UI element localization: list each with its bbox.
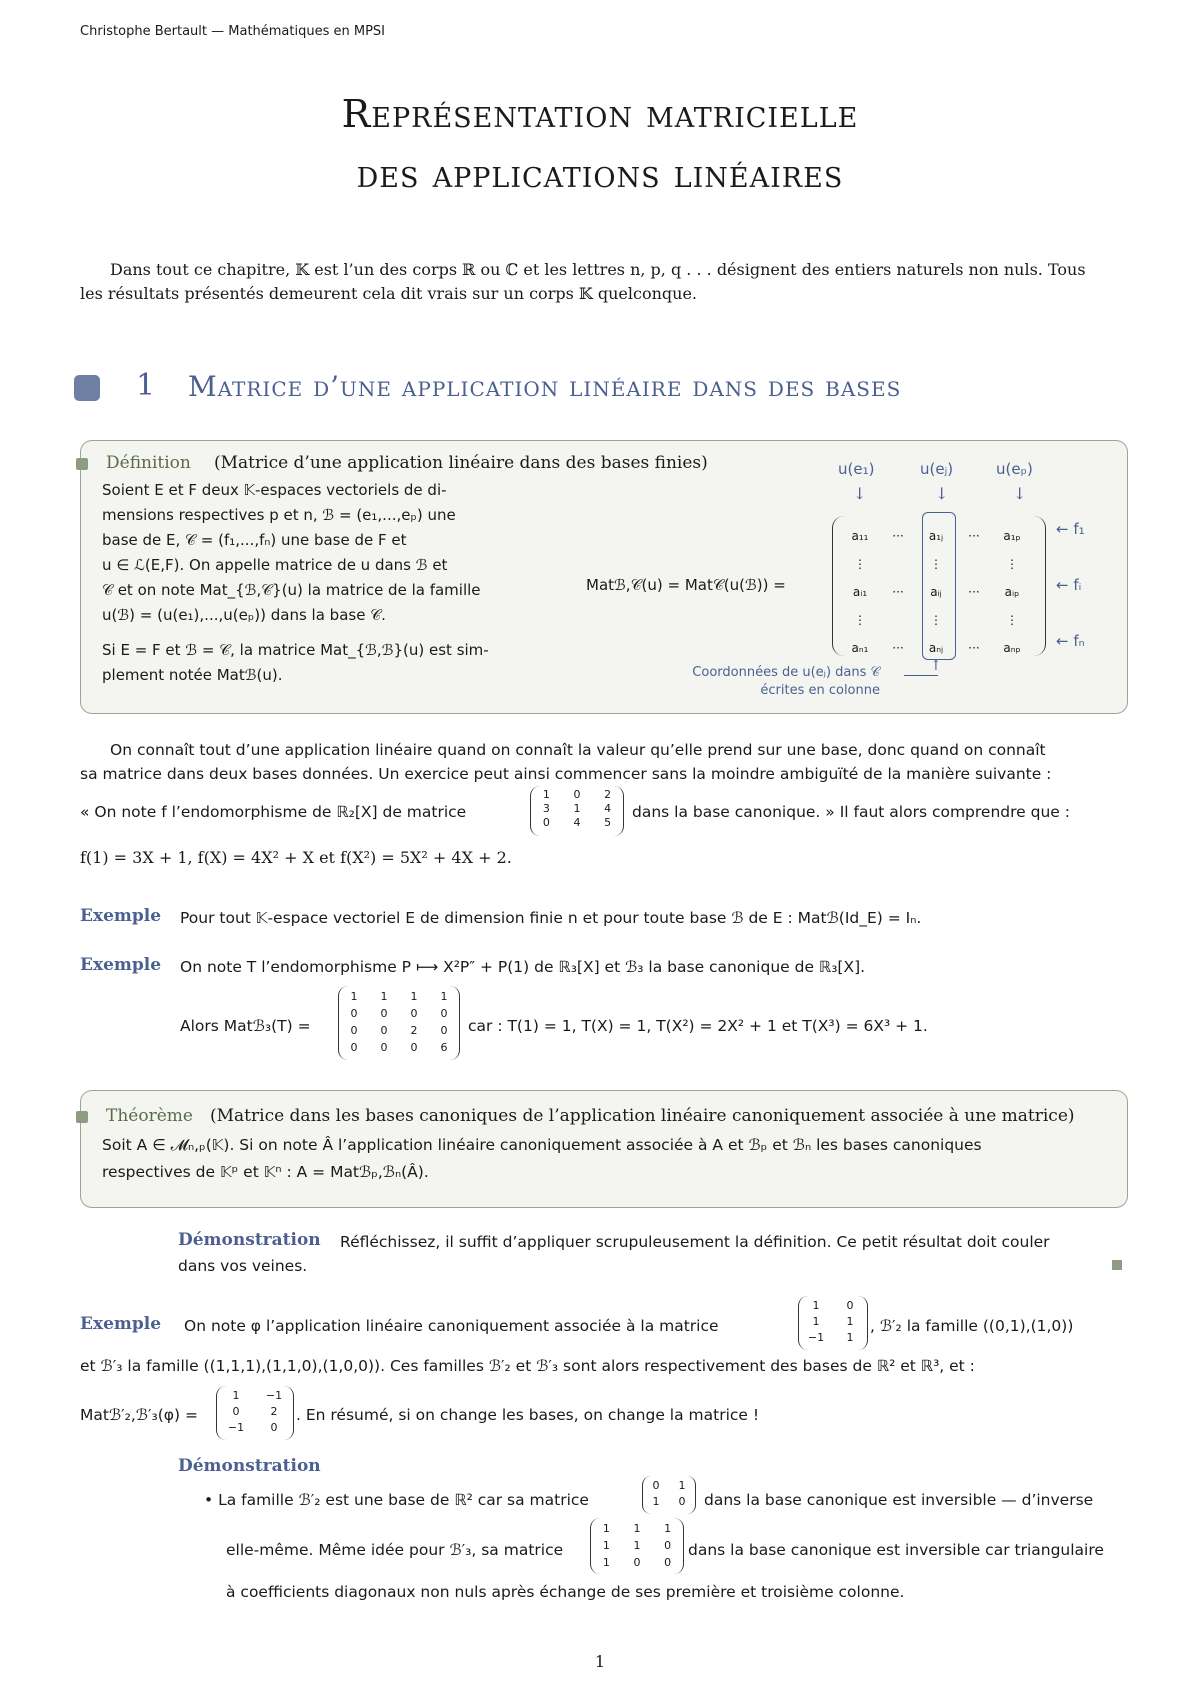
matrix-cell: 0 <box>664 1556 672 1569</box>
matrix-T <box>338 986 460 1060</box>
definition-marker <box>76 458 88 470</box>
matrix-cell: 1 <box>812 1299 820 1312</box>
matrix-cell: aₙⱼ <box>928 641 944 655</box>
matrix-cell: 1 <box>652 1495 660 1508</box>
example2-car: car : T(1) = 1, T(X) = 1, T(X²) = 2X² + 1 et T(X³) = 6X³ + 1. <box>468 1017 928 1035</box>
theorem-title: (Matrice dans les bases canoniques de l’application linéaire canoniquement associée à une matrice) <box>210 1106 1075 1126</box>
diagram-caption <box>660 664 880 700</box>
theorem-marker <box>76 1111 88 1123</box>
theorem-line-2: respectives de 𝕂ᵖ et 𝕂ⁿ : A = Matℬₚ,ℬₙ(Â). <box>102 1163 429 1181</box>
matrix-row <box>840 550 1036 578</box>
matrix-cell: a₁ₚ <box>1003 529 1021 543</box>
matrix-cell: 0 <box>350 1024 358 1037</box>
example2-alors: Alors Matℬ₃(T) = <box>180 1017 311 1035</box>
definition-line: Soient E et F deux 𝕂-espaces vectoriels de di- <box>102 481 447 499</box>
matrix-row <box>840 522 1036 550</box>
demo2-bullet-2a: elle-même. Même idée pour ℬ′₃, sa matrice <box>226 1541 564 1559</box>
matrix-cell: 1 <box>633 1522 641 1535</box>
para2-line-3b: dans la base canonique. » Il faut alors comprendre que : <box>632 803 1070 821</box>
intro-line-1: Dans tout ce chapitre, 𝕂 est l’un des corps ℝ ou ℂ et les lettres n, p, q . . . désignent des entiers naturels non nuls. Tous <box>110 260 1086 279</box>
matrix-row <box>840 578 1036 606</box>
definition-body <box>102 478 532 688</box>
matrix-cell: 2 <box>270 1405 278 1418</box>
matrix-f <box>530 786 624 836</box>
matrix-cell: a₁ⱼ <box>928 529 944 543</box>
definition-line: plement notée Matℬ(u). <box>102 666 283 684</box>
matrix-cell: 0 <box>678 1495 686 1508</box>
matrix-cell: 0 <box>350 1041 358 1054</box>
caption-connector <box>904 675 938 676</box>
matrix-cell: 4 <box>604 802 612 815</box>
matrix-cell: ··· <box>968 641 980 655</box>
matrix-cell: aᵢ₁ <box>852 585 868 599</box>
demo2-bullet-1b: dans la base canonique est inversible — d’inverse <box>704 1491 1094 1509</box>
row-head-n: ← fₙ <box>1056 632 1085 650</box>
example3-line-3b: . En résumé, si on change les bases, on change la matrice ! <box>296 1406 760 1424</box>
matrix-cell: 1 <box>350 990 358 1003</box>
matrix-cell: 0 <box>410 1007 418 1020</box>
definition-line: Si E = F et ℬ = 𝒞, la matrice Mat_{ℬ,ℬ}(u) est sim- <box>102 641 489 659</box>
matrix-cell: 1 <box>542 788 550 801</box>
definition-line: u(ℬ) = (u(e₁),...,u(eₚ)) dans la base 𝒞. <box>102 606 386 624</box>
matrix-cell: 1 <box>232 1389 240 1402</box>
matrix-cell: 0 <box>440 1007 448 1020</box>
matrix-cell: ⋮ <box>930 557 942 571</box>
arrow-down-icon: ↓ <box>935 484 949 503</box>
big-matrix-body <box>840 522 1036 662</box>
title-line-2: des applications linéaires <box>356 152 844 196</box>
matrix-cell: a₁₁ <box>851 529 869 543</box>
example3-line-3a: Matℬ′₂,ℬ′₃(φ) = <box>80 1406 198 1424</box>
demo1-line-2: dans vos veines. <box>178 1257 308 1275</box>
section-number: 1 <box>136 368 156 403</box>
matrix-cell: 1 <box>602 1556 610 1569</box>
matrix-cell: 0 <box>380 1041 388 1054</box>
para2-line-4: f(1) = 3X + 1, f(X) = 4X² + X et f(X²) = 5X² + 4X + 2. <box>80 848 512 867</box>
matrix-phi <box>798 1296 868 1350</box>
matrix-cell: aᵢⱼ <box>930 585 942 599</box>
col-head-1: u(e₁) <box>838 460 875 478</box>
theorem-label <box>106 1106 193 1126</box>
col-head-p: u(eₚ) <box>996 460 1033 478</box>
matrix-cell: 1 <box>846 1331 854 1344</box>
matrix-cell: 0 <box>410 1041 418 1054</box>
col-head-j: u(eⱼ) <box>920 460 954 478</box>
mat-lhs: Matℬ,𝒞(u) = Mat𝒞(u(ℬ)) = <box>586 576 786 594</box>
para2-line-1: On connaît tout d’une application linéaire quand on connaît la valeur qu’elle prend sur une base, donc quand on connaît <box>110 741 1046 759</box>
row-head-label: fₙ <box>1073 632 1085 650</box>
definition-label <box>106 453 191 473</box>
matrix-cell: ··· <box>892 529 904 543</box>
matrix-cell: ··· <box>968 529 980 543</box>
matrix-cell: 1 <box>846 1315 854 1328</box>
matrix-cell <box>956 606 992 634</box>
demo2-bullet-1a: • La famille ℬ′₂ est une base de ℝ² car sa matrice <box>204 1491 589 1509</box>
matrix-cell: 1 <box>602 1522 610 1535</box>
section-title: Matrice d’une application linéaire dans des bases <box>188 370 902 403</box>
matrix-cell <box>956 550 992 578</box>
matrix-cell: aₙ₁ <box>851 641 869 655</box>
matrix-cell: 0 <box>350 1007 358 1020</box>
matrix-cell: −1 <box>227 1421 245 1434</box>
demo2-bullet-2b: dans la base canonique est inversible car triangulaire <box>688 1541 1104 1559</box>
definition-line: 𝒞 et on note Mat_{ℬ,𝒞}(u) la matrice de la famille <box>102 581 481 599</box>
matrix-cell: ··· <box>892 641 904 655</box>
matrix-cell: 1 <box>633 1539 641 1552</box>
matrix-cell: aᵢₚ <box>1004 585 1020 599</box>
theorem-line-1: Soit A ∈ 𝓜ₙ,ₚ(𝕂). Si on note Â l’application linéaire canoniquement associée à A et ℬₚ et ℬₙ les bases canoniques <box>102 1136 982 1154</box>
example-label: Exemple <box>80 906 162 926</box>
matrix-cell: ··· <box>892 585 904 599</box>
example2-text: On note T l’endomorphisme P ⟼ X²P″ + P(1) de ℝ₃[X] et ℬ₃ la base canonique de ℝ₃[X]. <box>180 958 866 976</box>
title-line-1: Représentation matricielle <box>341 92 859 136</box>
matrix-cell: aₙₚ <box>1003 641 1021 655</box>
definition-label-text: Définition <box>106 453 191 473</box>
para2-line-2: sa matrice dans deux bases données. Un exercice peut ainsi commencer sans la moindre ambiguïté de la manière suivante : <box>80 765 1052 783</box>
arrow-down-icon: ↓ <box>1013 484 1027 503</box>
para2-line-3a: « On note f l’endomorphisme de ℝ₂[X] de matrice <box>80 803 467 821</box>
matrix-cell: 1 <box>410 990 418 1003</box>
matrix-phi-new <box>216 1386 294 1440</box>
matrix-cell: ⋮ <box>1006 613 1018 627</box>
matrix-cell: 4 <box>573 816 581 829</box>
matrix-cell: 0 <box>664 1539 672 1552</box>
matrix-cell <box>880 606 916 634</box>
row-head-i: ← fᵢ <box>1056 576 1082 594</box>
matrix-cell: 1 <box>664 1522 672 1535</box>
intro-line-2: les résultats présentés demeurent cela dit vrais sur un corps 𝕂 quelconque. <box>80 284 697 303</box>
matrix-cell: ⋮ <box>854 557 866 571</box>
row-head-label: fᵢ <box>1073 576 1082 594</box>
demonstration-label: Démonstration <box>178 1230 321 1250</box>
matrix-cell: 0 <box>270 1421 278 1434</box>
arrow-up-icon: ↑ <box>930 658 942 674</box>
demo1-line-1: Réfléchissez, il suffit d’appliquer scrupuleusement la définition. Ce petit résultat doit couler <box>340 1233 1050 1251</box>
matrix-cell: 0 <box>633 1556 641 1569</box>
matrix-cell: 2 <box>604 788 612 801</box>
matrix-cell: 0 <box>380 1024 388 1037</box>
example1-text: Pour tout 𝕂-espace vectoriel E de dimension finie n et pour toute base ℬ de E : Matℬ(Id_E) = Iₙ. <box>180 909 922 927</box>
definition-line: u ∈ ℒ(E,F). On appelle matrice de u dans ℬ et <box>102 556 448 574</box>
example3-line-2: et ℬ′₃ la famille ((1,1,1),(1,1,0),(1,0,0)). Ces familles ℬ′₂ et ℬ′₃ sont alors respectivement des bases de ℝ² et ℝ³, et : <box>80 1357 975 1375</box>
definition-title: (Matrice d’une application linéaire dans des bases finies) <box>214 453 708 473</box>
example-label: Exemple <box>80 1314 162 1334</box>
matrix-B2 <box>642 1476 696 1514</box>
qed-square-icon <box>1112 1260 1122 1270</box>
demo2-bullet-3: à coefficients diagonaux non nuls après échange de ses première et troisième colonne. <box>226 1583 905 1601</box>
demonstration-label: Démonstration <box>178 1456 321 1476</box>
caption-line: écrites en colonne <box>760 683 880 698</box>
matrix-cell: 1 <box>812 1315 820 1328</box>
matrix-cell: 0 <box>232 1405 240 1418</box>
matrix-cell <box>880 550 916 578</box>
row-head-label: f₁ <box>1073 520 1085 538</box>
matrix-cell: 5 <box>604 816 612 829</box>
matrix-cell: 2 <box>410 1024 418 1037</box>
matrix-cell: 0 <box>652 1479 660 1492</box>
matrix-cell: 0 <box>440 1024 448 1037</box>
matrix-cell: 0 <box>380 1007 388 1020</box>
matrix-cell: ··· <box>968 585 980 599</box>
matrix-cell: ⋮ <box>854 613 866 627</box>
matrix-cell: 0 <box>573 788 581 801</box>
matrix-cell: 1 <box>602 1539 610 1552</box>
example-label: Exemple <box>80 955 162 975</box>
matrix-cell: 3 <box>542 802 550 815</box>
running-header: Christophe Bertault — Mathématiques en MPSI <box>80 24 386 39</box>
theorem-label-text: Théorème <box>106 1106 193 1126</box>
definition-line: mensions respectives p et n, ℬ = (e₁,...,eₚ) une <box>102 506 456 524</box>
example3-line-1b: , ℬ′₂ la famille ((0,1),(1,0)) <box>870 1317 1074 1335</box>
matrix-cell: 0 <box>846 1299 854 1312</box>
matrix-cell: 1 <box>573 802 581 815</box>
matrix-B3 <box>590 1518 684 1574</box>
example3-line-1a: On note φ l’application linéaire canoniquement associée à la matrice <box>184 1317 719 1335</box>
matrix-cell: ⋮ <box>1006 557 1018 571</box>
caption-line: Coordonnées de u(eⱼ) dans 𝒞 <box>692 665 880 680</box>
arrow-down-icon: ↓ <box>853 484 867 503</box>
matrix-cell: 1 <box>440 990 448 1003</box>
matrix-cell: 6 <box>440 1041 448 1054</box>
matrix-row <box>840 606 1036 634</box>
matrix-cell: 1 <box>380 990 388 1003</box>
matrix-cell: ⋮ <box>930 613 942 627</box>
page-number: 1 <box>594 1652 606 1671</box>
matrix-cell: −1 <box>265 1389 283 1402</box>
matrix-cell: −1 <box>807 1331 825 1344</box>
matrix-cell: 1 <box>678 1479 686 1492</box>
matrix-cell: 0 <box>542 816 550 829</box>
section-marker <box>74 375 100 401</box>
row-head-1: ← f₁ <box>1056 520 1085 538</box>
definition-line: base de E, 𝒞 = (f₁,...,fₙ) une base de F et <box>102 531 407 549</box>
